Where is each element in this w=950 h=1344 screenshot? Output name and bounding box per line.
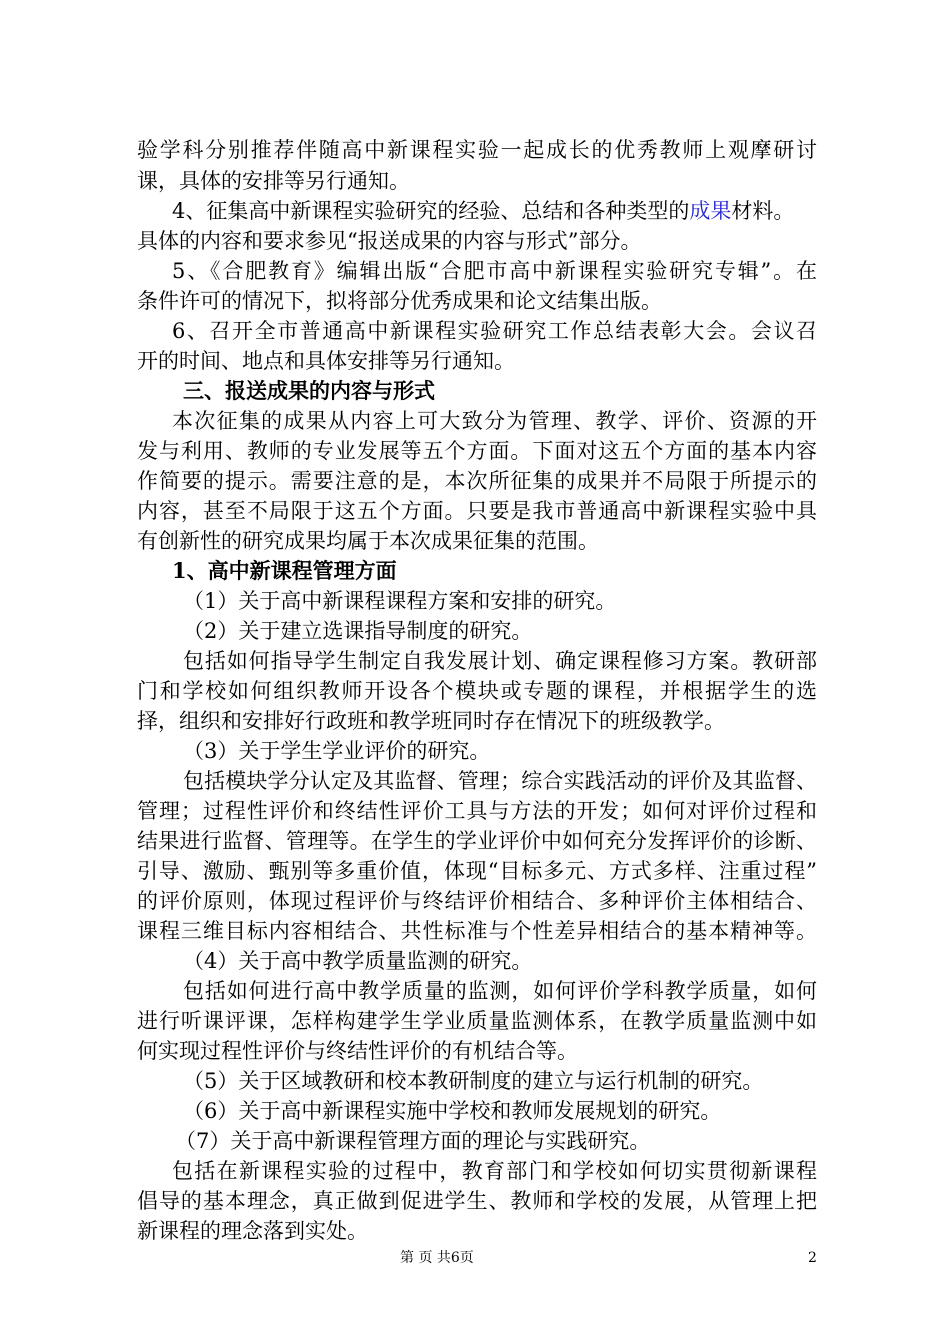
body-line: 新课程的理念落到实处。 [137, 1219, 368, 1243]
body-line: 本次征集的成果从内容上可大致分为管理、教学、评价、资源的开 [172, 409, 817, 433]
body-line: 条件许可的情况下，拟将部分优秀成果和论文结集出版。 [137, 289, 662, 313]
list-item: （2）关于建立选课指导制度的研究。 [183, 619, 533, 643]
body-line: 择，组织和安排好行政班和教学班同时存在情况下的班级教学。 [137, 709, 725, 733]
body-line: 倡导的基本理念，真正做到促进学生、教师和学校的发展，从管理上把 [137, 1189, 817, 1213]
body-line: 作简要的提示。需要注意的是，本次所征集的成果并不局限于所提示的 [137, 469, 817, 493]
body-line: 引导、激励、甄别等多重价值，体现“目标多元、方式多样、注重过程” [137, 859, 817, 883]
body-line: 的评价原则，体现过程评价与终结评价相结合、多种评价主体相结合、 [137, 889, 817, 913]
body-line: 包括模块学分认定及其监督、管理；综合实践活动的评价及其监督、 [183, 769, 817, 793]
body-line: 开的时间、地点和具体安排等另行通知。 [137, 349, 515, 373]
body-text: 材料。 [731, 199, 795, 223]
subsection-heading-1: 1、高中新课程管理方面 [172, 558, 397, 583]
list-item: （1）关于高中新课程课程方案和安排的研究。 [183, 589, 617, 613]
results-link[interactable]: 成果 [689, 199, 732, 223]
body-line: 门和学校如何组织教师开设各个模块或专题的课程，并根据学生的选 [137, 679, 817, 703]
body-line: 包括在新课程实验的过程中，教育部门和学校如何切实贯彻新课程 [172, 1159, 817, 1183]
body-line: 发与利用、教师的专业发展等五个方面。下面对这五个方面的基本内容 [137, 439, 817, 463]
section-heading-3: 三、报送成果的内容与形式 [183, 378, 435, 403]
body-line: 课程三维目标内容相结合、共性标准与个性差异相结合的基本精神等。 [137, 919, 817, 943]
body-line: 具体的内容和要求参见“报送成果的内容与形式”部分。 [137, 229, 642, 253]
body-line: 包括如何指导学生制定自我发展计划、确定课程修习方案。教研部 [183, 649, 817, 673]
page-footer: 第 页 共6页 [400, 1250, 474, 1266]
body-line [172, 196, 817, 226]
list-item: （6）关于高中新课程实施中学校和教师发展规划的研究。 [183, 1099, 722, 1123]
list-item: （3）关于学生学业评价的研究。 [183, 739, 491, 763]
body-line: 6、召开全市普通高中新课程实验研究工作总结表彰大会。会议召 [172, 319, 817, 343]
body-line: 包括如何进行高中教学质量的监测，如何评价学科教学质量，如何 [183, 979, 817, 1003]
body-line: 进行听课评课，怎样构建学生学业质量监测体系，在教学质量监测中如 [137, 1009, 817, 1033]
list-item: （4）关于高中教学质量监测的研究。 [183, 949, 533, 973]
list-item: （5）关于区域教研和校本教研制度的建立与运行机制的研究。 [183, 1069, 764, 1093]
body-line: 内容，甚至不局限于这五个方面。只要是我市普通高中新课程实验中具 [137, 499, 817, 523]
body-line: 有创新性的研究成果均属于本次成果征集的范围。 [137, 529, 599, 553]
body-line: 课，具体的安排等另行通知。 [137, 169, 410, 193]
body-line: 5、《合肥教育》编辑出版“合肥市高中新课程实验研究专辑”。在 [172, 259, 817, 283]
body-text: 4、征集高中新课程实验研究的经验、总结和各种类型的 [172, 199, 690, 223]
body-line: 何实现过程性评价与终结性评价的有机结合等。 [137, 1039, 578, 1063]
body-line: 验学科分别推荐伴随高中新课程实验一起成长的优秀教师上观摩研讨 [137, 138, 817, 162]
body-line: 结果进行监督、管理等。在学生的学业评价中如何充分发挥评价的诊断、 [137, 829, 817, 853]
list-item: （7）关于高中新课程管理方面的理论与实践研究。 [175, 1129, 651, 1153]
page-number: 2 [808, 1250, 817, 1266]
body-line: 管理；过程性评价和终结性评价工具与方法的开发；如何对评价过程和 [137, 799, 817, 823]
